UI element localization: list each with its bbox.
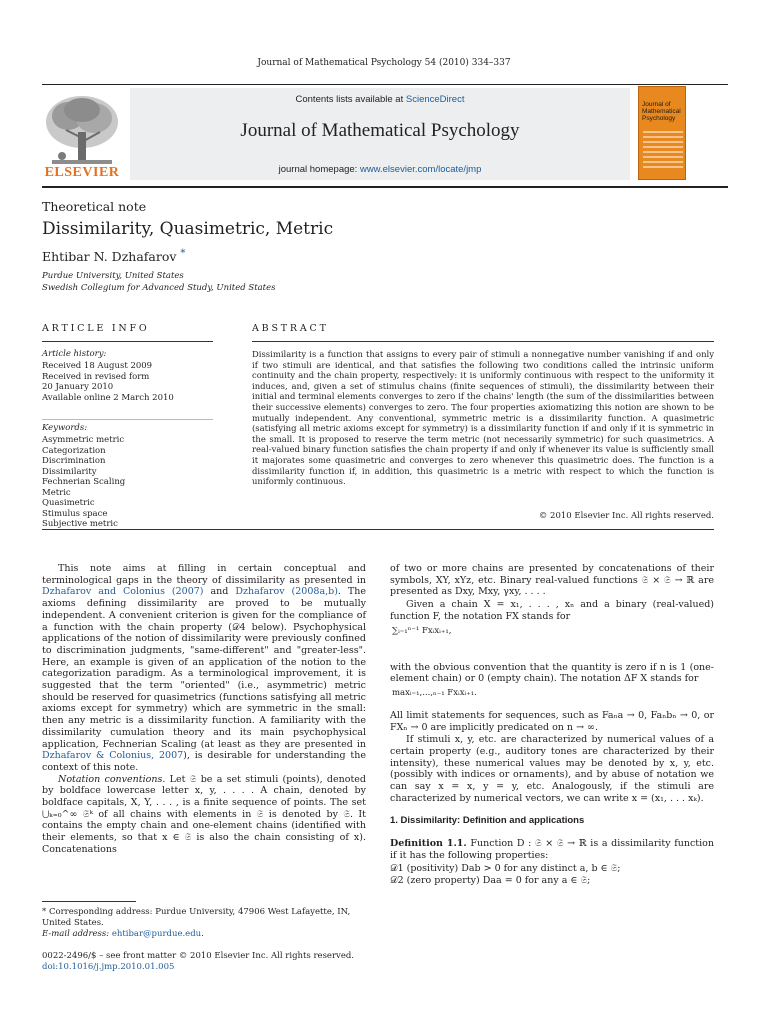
body-paragraph: of two or more chains are presented by concatenations of their symbols, XY, xYz, etc. Binary real-valued functions 𝔖 × 𝔖 → ℝ are presented as Dxy, Mxy, γxy, . . . . (390, 563, 714, 598)
abstract-copyright: © 2010 Elsevier Inc. All rights reserved. (538, 511, 714, 521)
issn-line: 0022-2496/$ – see front matter © 2010 Elsevier Inc. All rights reserved. (42, 951, 355, 961)
ref-dzhafarov-colonius-2007[interactable]: Dzhafarov and Colonius (2007) (42, 586, 204, 598)
doi-link[interactable]: doi:10.1016/j.jmp.2010.01.005 (42, 962, 175, 972)
history-item: Received 18 August 2009 (42, 361, 153, 371)
footnote-rule (42, 901, 136, 902)
property-d2: 𝒟2 (zero property) Daa = 0 for any a ∈ 𝔖; (390, 875, 591, 887)
keyword: Categorization (42, 445, 106, 456)
property-d1: 𝒟1 (positivity) Dab > 0 for any distinct a, b ∈ 𝔖; (390, 862, 621, 874)
abstract-bottom-rule (42, 529, 714, 530)
section-heading: 1. Dissimilarity: Definition and applications (390, 814, 585, 826)
history-label: Article history: (42, 349, 107, 359)
email-end: . (201, 929, 204, 939)
journal-cover-thumbnail (638, 86, 686, 180)
keyword: Stimulus space (42, 508, 108, 519)
abstract-text: Dissimilarity is a function that assigns to every pair of stimuli a nonnegative number vanishing if and only if two stimuli are identical, and that satisfies the following two conditions called the intrinsic uniform continuity and the chain property, respectively: it is uniformly continuous with respect to the uniformity it induces, and, given a set of stimulus chains (finite sequences of stimuli), the dissimilarity between their initial and terminal elements converges to zero if the chains' length (the sum of the dissimilarities between their successive elements) converges to zero. The four properties axiomatizing this notion are shown to be mutually independent. Any conventional, symmetric metric is a dissimilarity function. A quasimetric (satisfying all metric axioms except for symmetry) is a dissimilarity function if and only if it is symmetric in the small. It is proposed to reserve the term metric (not necessarily symmetric) for such quasimetrics. A real-valued binary function satisfies the chain property if and only if whenever its value is sufficiently small it majorates some quasimetric and converges to zero whenever this quasimetric does. The function is a dissimilarity function if, in addition, this quasimetric is a metric with respect to which the function is uniformly continuous. (252, 349, 714, 487)
body-paragraph: All limit statements for sequences, such as Faₙa → 0, Faₙbₙ → 0, or FXₙ → 0 are implicitly predicated on n → ∞. (390, 709, 714, 733)
article-info-heading: ARTICLE INFO (42, 323, 150, 334)
keywords-label: Keywords: (42, 423, 88, 433)
intro-text: ), is desirable for understanding the context of this note. (42, 750, 366, 773)
history-list (42, 361, 213, 403)
keywords-list (42, 435, 125, 530)
homepage-prefix: journal homepage: (278, 164, 360, 175)
affiliation-1: Purdue University, United States (42, 271, 184, 281)
definition-text: Function D : 𝔖 × 𝔖 → ℝ is a dissimilarity function if it has the following properties: (390, 838, 714, 861)
keyword: Discrimination (42, 456, 106, 466)
ref-dzhafarov-2008[interactable]: Dzhafarov (2008a,b) (235, 586, 338, 598)
contents-prefix: Contents lists available at (295, 94, 406, 105)
notation-text: Let 𝔖 be a set stimuli (points), denoted by boldface lowercase letter x, y, . . . . A chain, denoted by boldface capitals, X, Y, . . . , is a finite sequence of points. The set ⋃ₖ₌₀^∞ 𝔖ᵏ of all chains with elements in 𝔖 is denoted by 𝔖. It contains the empty chain and one-element chains (identified with their elements, so that x ∈ 𝔖 is also the chain consisting of x). Concatenations (42, 773, 366, 855)
sciencedirect-link[interactable]: ScienceDirect (405, 94, 465, 105)
abstract-rule (252, 341, 714, 342)
keyword: Metric (42, 487, 71, 498)
abstract-heading: ABSTRACT (252, 323, 329, 334)
keyword: Asymmetric metric (42, 435, 125, 445)
keyword: Quasimetric (42, 498, 95, 508)
intro-text: This note aims at filling in certain conceptual and terminological gaps in the theory of dissimilarity as presented in (42, 563, 366, 586)
intro-text: . The axioms defining dissimilarity are proved to be mutually independent. A convenient criterion is given for the compliance of a function with the chain property (𝒟4 below). Psychophysical applications of the notion of dissimilarity were previously confined to discrimination judgments, "same-different" and "greater-less". Here, an example is given of an application of the notion to the categorization paradigm. As a terminological improvement, it is suggested that the term "oriented" (i.e., asymmetric) metric should be reserved for quasimetrics (functions satisfying all metric axioms except for symmetry) which are symmetric in the small: then any metric is a dissimilarity function. A familiarity with the dissimilarity cumulation theory and its main psychophysical application, Fechnerian Scaling (at least as they are presented in (42, 586, 367, 750)
author-name: Ehtibar N. Dzhafarov (42, 249, 177, 265)
email-label: E-mail address: (42, 929, 112, 939)
definition-paragraph (390, 838, 714, 861)
homepage-line (130, 164, 630, 175)
info-divider (42, 419, 213, 420)
article-type: Theoretical note (42, 199, 147, 214)
corresponding-author-mark[interactable]: * (180, 248, 186, 259)
intro-text: and (203, 586, 236, 598)
cover-title: Journal of Mathematical Psychology (642, 101, 681, 122)
affiliation-2: Swedish Collegium for Advanced Study, United States (42, 283, 276, 293)
body-paragraph: with the obvious convention that the quantity is zero if n is 1 (one-element chain) or 0 (empty chain). The notation ΔF X stands for (390, 661, 714, 685)
definition-label: Definition 1.1. (390, 838, 467, 850)
max-formula: maxᵢ₌₁,...,ₙ₋₁ Fxᵢxᵢ₊₁. (392, 687, 477, 698)
corresponding-address-footnote: * Corresponding address: Purdue University, 47906 West Lafayette, IN, United States. (42, 907, 351, 928)
contents-line (130, 94, 630, 105)
journal-homepage-link[interactable]: www.elsevier.com/locate/jmp (359, 164, 482, 175)
email-footnote (42, 929, 366, 940)
author-email-link[interactable]: ehtibar@purdue.edu (111, 929, 202, 939)
keyword: Subjective metric (42, 519, 118, 529)
keyword: Fechnerian Scaling (42, 477, 126, 487)
elsevier-wordmark: ELSEVIER (44, 165, 120, 180)
history-item: 20 January 2010 (42, 382, 114, 392)
author (42, 248, 185, 264)
info-rule (42, 341, 213, 342)
history-item: Received in revised form (42, 371, 150, 382)
sum-formula: ∑ᵢ₌₁ⁿ⁻¹ Fxᵢxᵢ₊₁, (392, 625, 452, 636)
cover-decoration (643, 131, 683, 171)
history-item: Available online 2 March 2010 (42, 392, 174, 403)
paper-title: Dissimilarity, Quasimetric, Metric (42, 219, 334, 239)
keyword: Dissimilarity (42, 466, 97, 477)
header-top-rule (42, 84, 728, 85)
notation-paragraph (42, 774, 366, 856)
notation-label: Notation conventions. (58, 773, 166, 785)
header-bottom-rule (42, 186, 728, 188)
ref-dzhafarov-colonius-2007b[interactable]: Dzhafarov & Colonius, 2007 (42, 750, 184, 762)
body-left-column (42, 563, 366, 856)
body-paragraph: If stimuli x, y, etc. are characterized by numerical values of a certain property (e.g., auditory tones are characterized by their intensity), these numerical values may be denoted by x, y, etc. (possibly with indices or ornaments), and by abuse of notation we can say x = x, y = y, etc. Analogously, if the stimuli are characterized by numerical vectors, we can write x = (x₁, . . . xₖ). (390, 734, 714, 804)
intro-paragraph (42, 563, 366, 774)
journal-citation: Journal of Mathematical Psychology 54 (2010) 334–337 (257, 58, 511, 68)
journal-title: Journal of Mathematical Psychology (240, 120, 520, 141)
body-paragraph: Given a chain X = x₁, . . . , xₙ and a binary (real-valued) function F, the notation FX stands for (390, 599, 714, 622)
body-right-column (390, 563, 714, 888)
